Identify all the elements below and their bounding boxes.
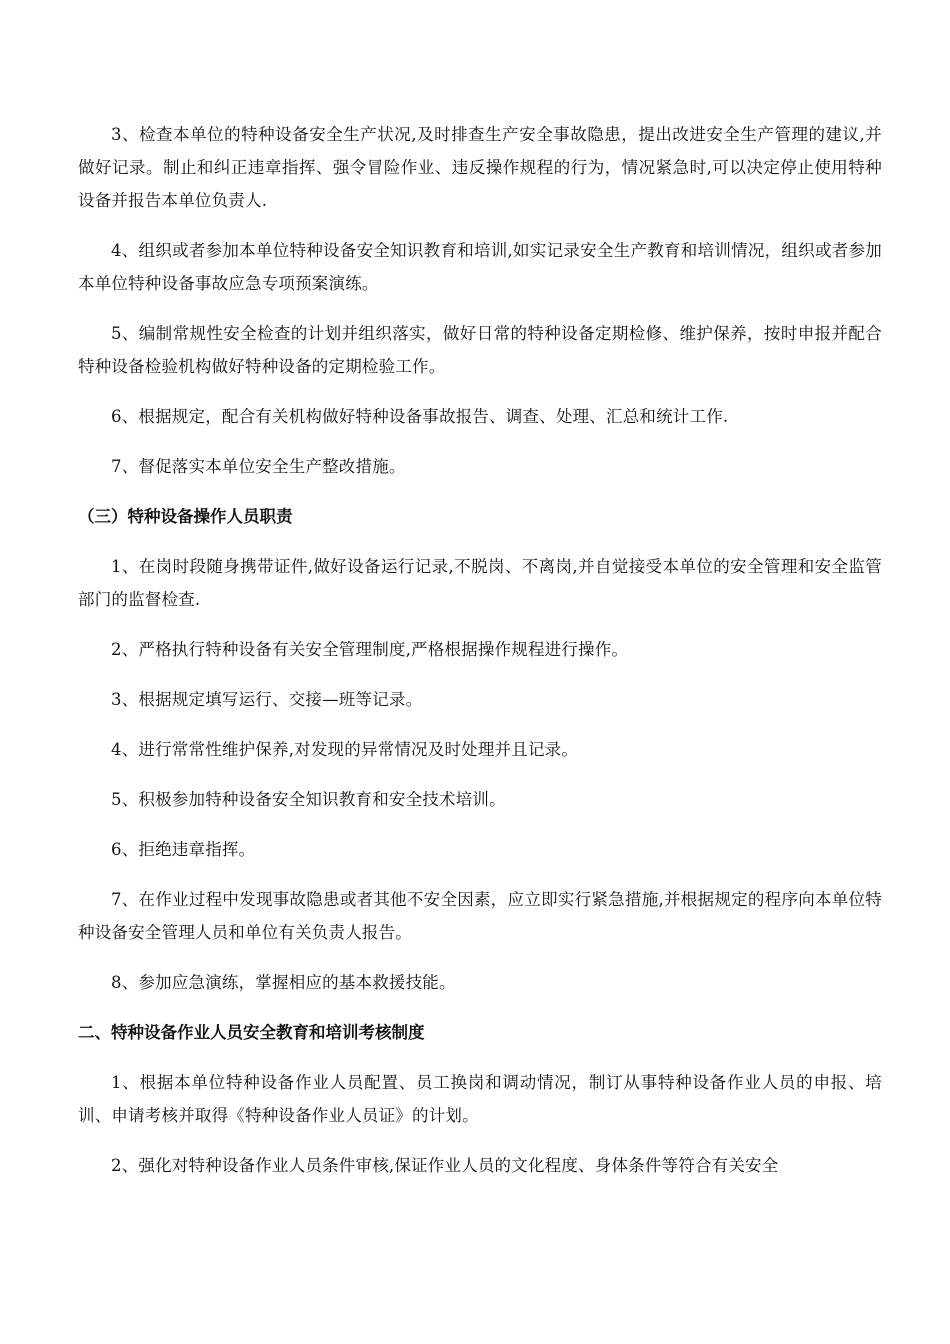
paragraph-training-2: 2、强化对特种设备作业人员条件审核,保证作业人员的文化程度、身体条件等符合有关安全: [111, 1156, 779, 1175]
paragraph-operator-6: 6、拒绝违章指挥。: [111, 840, 256, 859]
section-heading-operator-duties: （三）特种设备操作人员职责: [78, 507, 293, 526]
document-page: [78, 118, 882, 1199]
paragraph-duty-3: 3、检查本单位的特种设备安全生产状况,及时排查生产安全事故隐患，提出改进安全生产管理的建议,并做好记录。制止和纠正违章指挥、强令冒险作业、违反操作规程的行为，情况紧急时,可以决定停止使用特种设备并报告本单位负责人.: [78, 125, 882, 210]
paragraph-duty-4: 4、组织或者参加本单位特种设备安全知识教育和培训,如实记录安全生产教育和培训情况，组织或者参加本单位特种设备事故应急专项预案演练。: [78, 241, 882, 293]
paragraph-training-1: 1、根据本单位特种设备作业人员配置、员工换岗和调动情况，制订从事特种设备作业人员的申报、培训、申请考核并取得《特种设备作业人员证》的计划。: [78, 1073, 882, 1125]
paragraph-operator-8: 8、参加应急演练，掌握相应的基本救援技能。: [111, 973, 456, 992]
section-heading-training-system: 二、特种设备作业人员安全教育和培训考核制度: [78, 1023, 425, 1042]
paragraph-duty-7: 7、督促落实本单位安全生产整改措施。: [111, 457, 406, 476]
paragraph-operator-4: 4、进行常常性维护保养,对发现的异常情况及时处理并且记录。: [111, 740, 579, 759]
paragraph-operator-1: 1、在岗时段随身携带证件,做好设备运行记录,不脱岗、不离岗,并自觉接受本单位的安全管理和安全监管部门的监督检查.: [78, 557, 882, 609]
paragraph-operator-3: 3、根据规定填写运行、交接—班等记录。: [111, 690, 423, 709]
paragraph-duty-5: 5、编制常规性安全检查的计划并组织落实，做好日常的特种设备定期检修、维护保养，按时申报并配合特种设备检验机构做好特种设备的定期检验工作。: [78, 324, 882, 376]
paragraph-operator-7: 7、在作业过程中发现事故隐患或者其他不安全因素，应立即实行紧急措施,并根据规定的程序向本单位特种设备安全管理人员和单位有关负责人报告。: [78, 890, 882, 942]
paragraph-operator-5: 5、积极参加特种设备安全知识教育和安全技术培训。: [111, 790, 506, 809]
paragraph-duty-6: 6、根据规定，配合有关机构做好特种设备事故报告、调查、处理、汇总和统计工作.: [111, 407, 729, 426]
paragraph-operator-2: 2、严格执行特种设备有关安全管理制度,严格根据操作规程进行操作。: [111, 640, 629, 659]
